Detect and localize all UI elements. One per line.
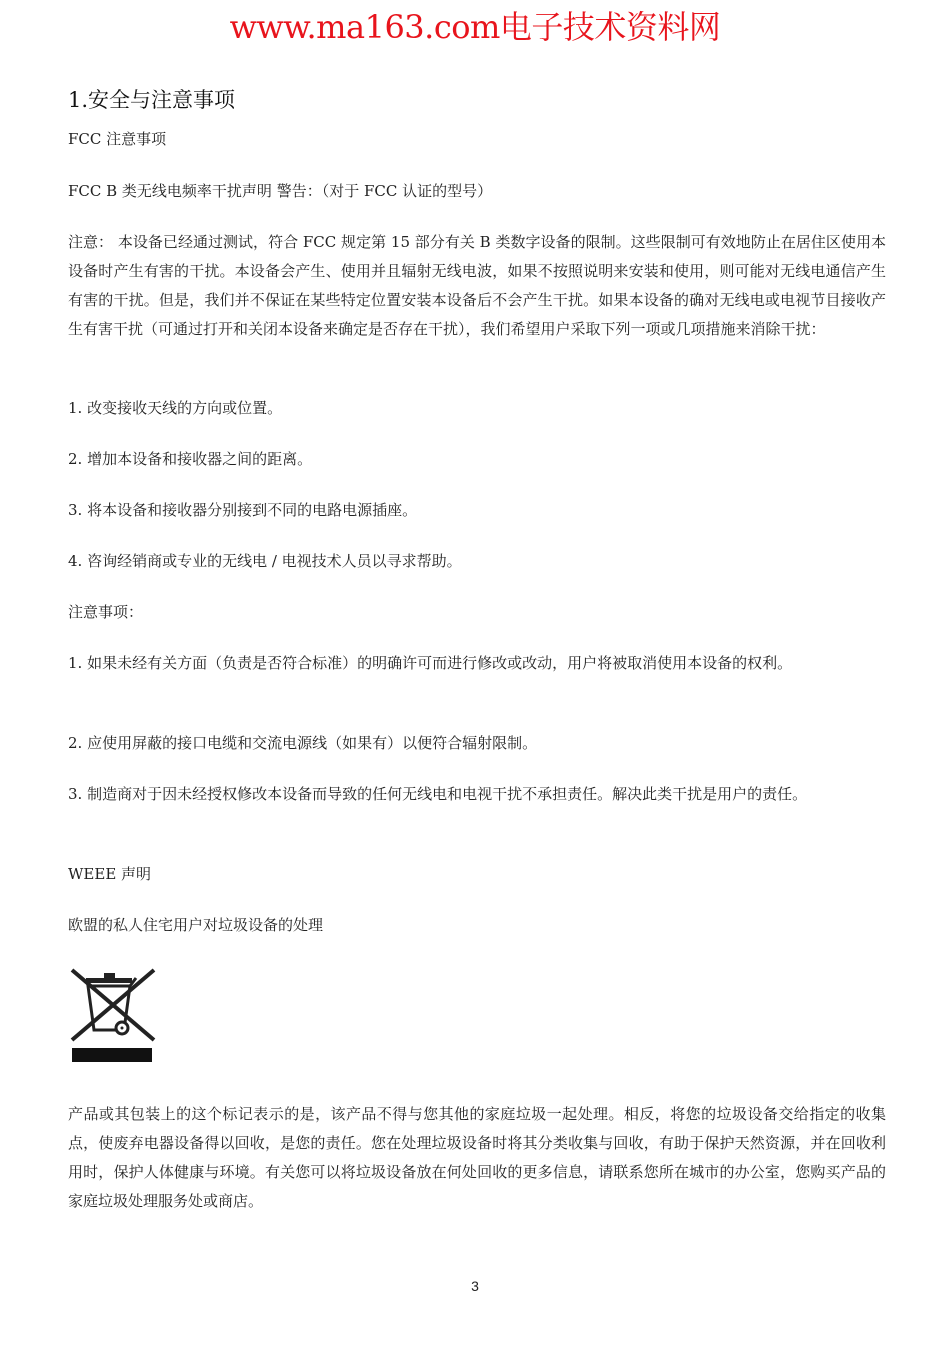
cautions-heading: 注意事项： (68, 603, 144, 621)
section-title: 1.安全与注意事项 (68, 88, 236, 112)
caution-item-1: 1. 如果未经有关方面（负责是否符合标准）的明确许可而进行修改或改动，用户将被取消使用本设备的权利。 (68, 654, 793, 672)
measure-item-4: 4. 咨询经销商或专业的无线电 / 电视技术人员以寻求帮助。 (68, 552, 462, 570)
watermark-header: www.ma163.com电子技术资料网 (229, 8, 721, 46)
measure-item-2: 2. 增加本设备和接收器之间的距离。 (68, 450, 313, 468)
weee-paragraph: 产品或其包装上的这个标记表示的是，该产品不得与您其他的家庭垃圾一起处理。相反，将您的垃圾设备交给指定的收集点，使废弃电器设备得以回收，是您的责任。您在处理垃圾设备时将其分类收集与回收，有助于保护天然资源，并在回收利用时，保护人体健康与环境。有关您可以将垃圾设备放在何处回收的更多信息，请联系您所在城市的办公室，您购买产品的家庭垃圾处理服务处或商店。 (68, 1105, 886, 1210)
page-number: 3 (471, 1278, 479, 1294)
weee-heading: WEEE 声明 (68, 865, 152, 883)
measure-item-3: 3. 将本设备和接收器分别接到不同的电路电源插座。 (68, 501, 418, 519)
crossed-out-wheelie-bin-icon (66, 964, 160, 1068)
measure-item-1: 1. 改变接收天线的方向或位置。 (68, 399, 283, 417)
fcc-heading: FCC 注意事项 (68, 130, 167, 148)
caution-item-2: 2. 应使用屏蔽的接口电缆和交流电源线（如果有）以便符合辐射限制。 (68, 734, 538, 752)
fcc-notice-paragraph: 注意： 本设备已经通过测试，符合 FCC 规定第 15 部分有关 B 类数字设备的限制。这些限制可有效地防止在居住区使用本设备时产生有害的干扰。本设备会产生、使用并且辐射无线电波，如果不按照说明来安装和使用，则可能对无线电通信产生有害的干扰。但是，我们并不保证在某些特定位置安装本设备后不会产生干扰。如果本设备的确对无线电或电视节目接收产生有害干扰（可通过打开和关闭本设备来确定是否存在干扰），我们希望用户采取下列一项或几项措施来消除干扰： (68, 233, 886, 338)
fcc-subheading: FCC B 类无线电频率干扰声明 警告：（对于 FCC 认证的型号） (68, 182, 493, 200)
caution-item-3: 3. 制造商对于因未经授权修改本设备而导致的任何无线电和电视干扰不承担责任。解决此类干扰是用户的责任。 (68, 785, 808, 803)
weee-subheading: 欧盟的私人住宅用户对垃圾设备的处理 (68, 916, 324, 934)
